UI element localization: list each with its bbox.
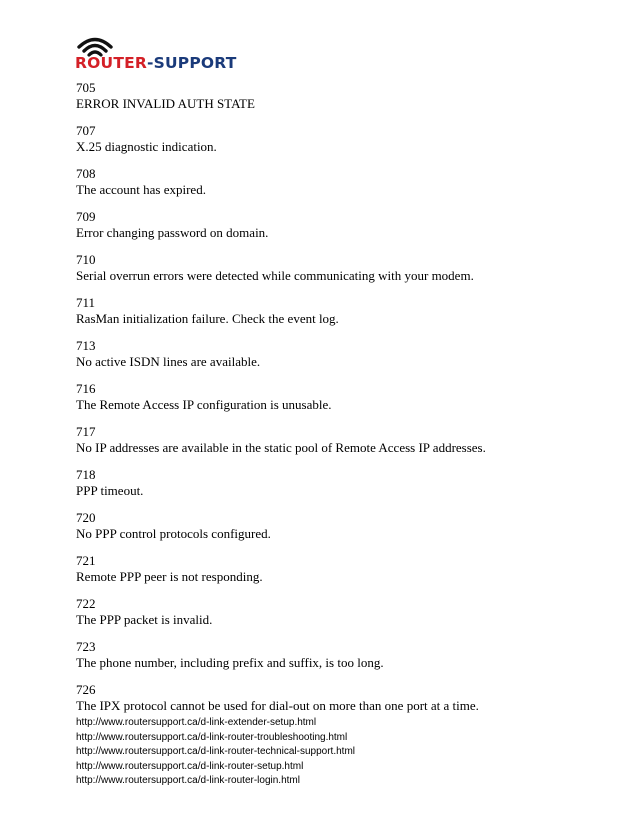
error-entry	[76, 252, 596, 284]
error-code: 718	[76, 467, 96, 482]
error-entry	[76, 639, 596, 671]
error-code: 709	[76, 209, 96, 224]
link-router-technical-support[interactable]: http://www.routersupport.ca/d-link-router-technical-support.html	[76, 746, 356, 757]
error-entry	[76, 596, 596, 628]
error-code: 717	[76, 424, 96, 439]
error-entry	[76, 80, 596, 112]
error-code: 708	[76, 166, 96, 181]
error-message: The phone number, including prefix and suffix, is too long.	[76, 655, 384, 670]
error-entry	[76, 295, 596, 327]
error-code: 726	[76, 682, 96, 697]
error-entry	[76, 123, 596, 155]
error-code: 713	[76, 338, 96, 353]
error-message: Error changing password on domain.	[76, 225, 269, 240]
error-code: 711	[76, 295, 96, 310]
logo-letter-r: R	[75, 54, 88, 72]
error-entry	[76, 553, 596, 585]
link-router-troubleshooting[interactable]: http://www.routersupport.ca/d-link-router-troubleshooting.html	[76, 731, 348, 743]
logo-word-support: -SUPPORT	[147, 54, 237, 72]
error-message: Serial overrun errors were detected while communicating with your modem.	[76, 268, 474, 283]
error-message: The Remote Access IP configuration is unusable.	[76, 397, 332, 412]
error-code: 707	[76, 123, 96, 138]
link-list	[76, 716, 596, 789]
error-code: 722	[76, 596, 96, 611]
error-code: 723	[76, 639, 96, 654]
error-entry	[76, 682, 596, 714]
error-message: No PPP control protocols configured.	[76, 526, 271, 541]
logo-word-uter: UTER	[100, 54, 148, 72]
error-message: No active ISDN lines are available.	[76, 354, 261, 369]
logo-letter-o: O	[87, 54, 101, 72]
link-extender-setup[interactable]: http://www.routersupport.ca/d-link-extender-setup.html	[76, 717, 317, 728]
error-code: 705	[76, 80, 96, 95]
error-message: No IP addresses are available in the static pool of Remote Access IP addresses.	[76, 440, 486, 455]
error-message: PPP timeout.	[76, 483, 144, 498]
link-router-login[interactable]: http://www.routersupport.ca/d-link-router-login.html	[76, 775, 300, 786]
error-message: The account has expired.	[76, 182, 206, 197]
error-entry	[76, 166, 596, 198]
error-message: X.25 diagnostic indication.	[76, 139, 217, 154]
error-message: ERROR INVALID AUTH STATE	[76, 96, 255, 111]
error-message: The IPX protocol cannot be used for dial-out on more than one port at a time.	[76, 698, 479, 713]
error-entry	[76, 424, 596, 456]
link-router-setup[interactable]: http://www.routersupport.ca/d-link-router-setup.html	[76, 760, 304, 772]
error-code: 720	[76, 510, 96, 525]
error-entry	[76, 338, 596, 370]
error-code: 710	[76, 252, 96, 267]
error-entry	[76, 510, 596, 542]
router-support-logo	[75, 34, 295, 74]
logo-wordmark	[75, 54, 237, 72]
error-entry	[76, 381, 596, 413]
error-message: RasMan initialization failure. Check the event log.	[76, 311, 339, 326]
error-code-list	[76, 80, 596, 789]
error-message: Remote PPP peer is not responding.	[76, 569, 263, 584]
error-entry	[76, 467, 596, 499]
error-code: 716	[76, 381, 96, 396]
error-code: 721	[76, 553, 96, 568]
error-entry	[76, 209, 596, 241]
error-message: The PPP packet is invalid.	[76, 612, 213, 627]
